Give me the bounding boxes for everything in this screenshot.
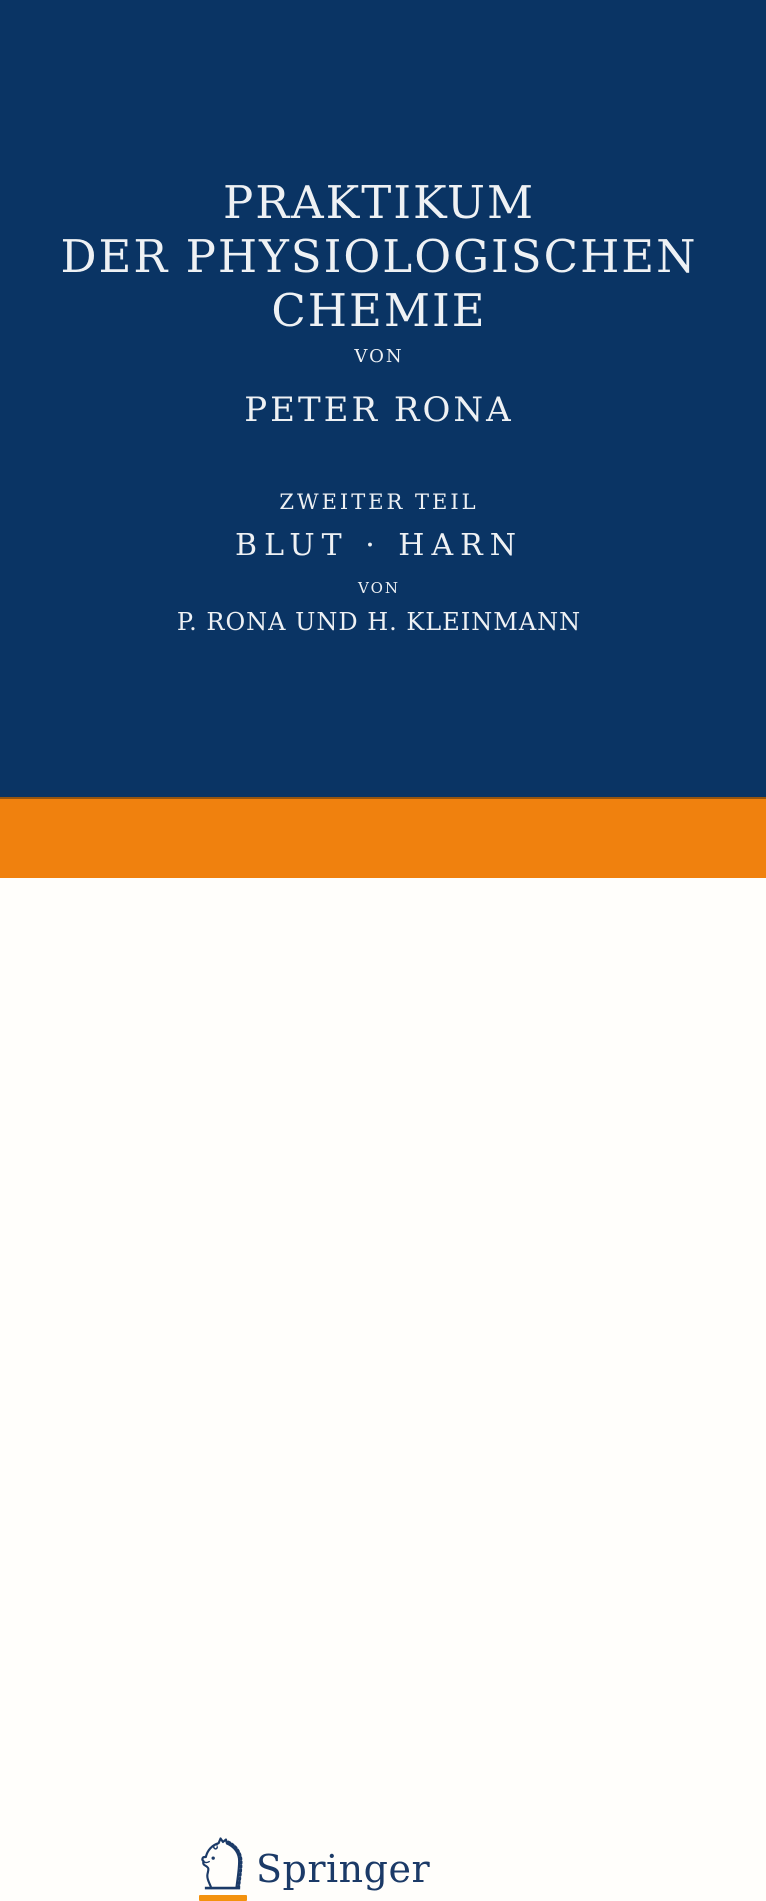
orange-band: [0, 797, 766, 878]
publisher-area: [0, 878, 766, 1891]
publisher-name: Springer: [256, 1847, 431, 1891]
springer-horse-icon: [198, 1837, 247, 1894]
cover-front: [0, 0, 766, 797]
part-authors: P. RONA UND H. KLEINMANN: [176, 608, 582, 636]
title-line-2: DER PHYSIOLOGISCHEN: [60, 230, 698, 283]
logo-underline: [199, 1895, 247, 1901]
byline-label: VON: [354, 346, 404, 367]
part-title: BLUT · HARN: [235, 528, 523, 563]
title-line-1: PRAKTIKUM: [222, 176, 536, 229]
part-byline-label: VON: [358, 579, 400, 597]
title-line-3: CHEMIE: [271, 284, 487, 337]
part-label: ZWEITER TEIL: [279, 490, 479, 514]
author-name: PETER RONA: [244, 390, 514, 430]
